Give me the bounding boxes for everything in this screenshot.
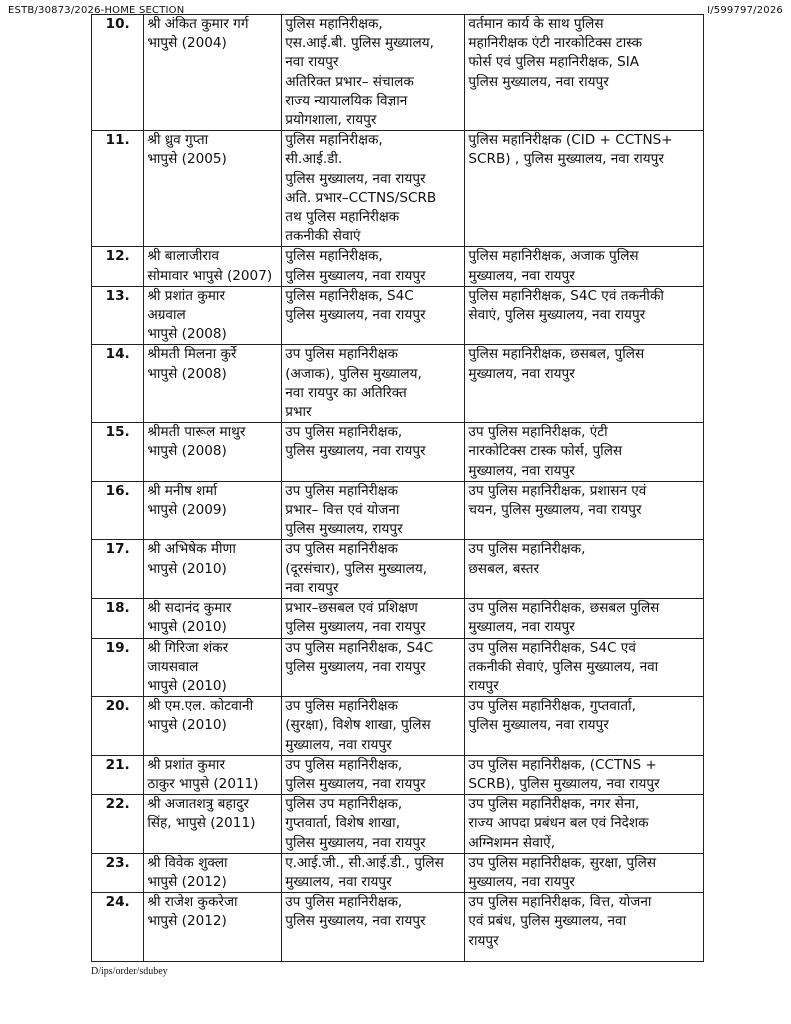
current-posting: ए.आई.जी., सी.आई.डी., पुलिस मुख्यालय, नवा रायपुर <box>282 853 465 892</box>
current-posting: प्रभार–छसबल एवं प्रशिक्षण पुलिस मुख्यालय, नवा रायपुर <box>282 599 465 638</box>
table-row <box>92 481 704 540</box>
officer-name: श्रीमती पारूल माथुर भापुसे (2008) <box>144 423 282 482</box>
current-posting: पुलिस महानिरीक्षक, पुलिस मुख्यालय, नवा रायपुर <box>282 247 465 286</box>
posting-table-body <box>92 15 704 962</box>
table-row <box>92 638 704 697</box>
document-number: I/599797/2026 <box>707 5 783 16</box>
new-posting: उप पुलिस महानिरीक्षक, एंटी नारकोटिक्स टास्क फोर्स, पुलिस मुख्यालय, नवा रायपुर <box>465 423 704 482</box>
serial-number: 13. <box>92 286 144 345</box>
current-posting: उप पुलिस महानिरीक्षक, पुलिस मुख्यालय, नवा रायपुर <box>282 893 465 962</box>
serial-number: 24. <box>92 893 144 962</box>
new-posting: वर्तमान कार्य के साथ पुलिस महानिरीक्षक एंटी नारकोटिक्स टास्क फोर्स एवं पुलिस महानिरीक्षक, SIA पुलिस मुख्यालय, नवा रायपुर <box>465 15 704 131</box>
current-posting: पुलिस महानिरीक्षक, S4C पुलिस मुख्यालय, नवा रायपुर <box>282 286 465 345</box>
table-row <box>92 795 704 854</box>
officer-name: श्री बालाजीराव सोमावार भापुसे (2007) <box>144 247 282 286</box>
current-posting: पुलिस उप महानिरीक्षक, गुप्तवार्ता, विशेष शाखा, पुलिस मुख्यालय, नवा रायपुर <box>282 795 465 854</box>
new-posting: पुलिस महानिरीक्षक, S4C एवं तकनीकी सेवाएं, पुलिस मुख्यालय, नवा रायपुर <box>465 286 704 345</box>
file-reference: ESTB/30873/2026-HOME SECTION <box>8 5 185 16</box>
table-row <box>92 853 704 892</box>
officer-name: श्री ध्रुव गुप्ता भापुसे (2005) <box>144 131 282 247</box>
new-posting: उप पुलिस महानिरीक्षक, S4C एवं तकनीकी सेवाएं, पुलिस मुख्यालय, नवा रायपुर <box>465 638 704 697</box>
serial-number: 10. <box>92 15 144 131</box>
officer-name: श्री प्रशांत कुमार ठाकुर भापुसे (2011) <box>144 755 282 794</box>
serial-number: 18. <box>92 599 144 638</box>
new-posting: पुलिस महानिरीक्षक (CID + CCTNS+ SCRB) , पुलिस मुख्यालय, नवा रायपुर <box>465 131 704 247</box>
table-row <box>92 755 704 794</box>
serial-number: 23. <box>92 853 144 892</box>
table-row <box>92 15 704 131</box>
officer-name: श्री राजेश कुकरेजा भापुसे (2012) <box>144 893 282 962</box>
current-posting: उप पुलिस महानिरीक्षक (अजाक), पुलिस मुख्यालय, नवा रायपुर का अतिरिक्त प्रभार <box>282 345 465 423</box>
table-row <box>92 540 704 599</box>
officer-name: श्री सदानंद कुमार भापुसे (2010) <box>144 599 282 638</box>
serial-number: 21. <box>92 755 144 794</box>
serial-number: 20. <box>92 697 144 756</box>
new-posting: पुलिस महानिरीक्षक, छसबल, पुलिस मुख्यालय, नवा रायपुर <box>465 345 704 423</box>
current-posting: उप पुलिस महानिरीक्षक (दूरसंचार), पुलिस मुख्यालय, नवा रायपुर <box>282 540 465 599</box>
table-row <box>92 697 704 756</box>
serial-number: 15. <box>92 423 144 482</box>
new-posting: उप पुलिस महानिरीक्षक, छसबल पुलिस मुख्यालय, नवा रायपुर <box>465 599 704 638</box>
new-posting: उप पुलिस महानिरीक्षक, गुप्तवार्ता, पुलिस मुख्यालय, नवा रायपुर <box>465 697 704 756</box>
current-posting: उप पुलिस महानिरीक्षक, पुलिस मुख्यालय, नवा रायपुर <box>282 755 465 794</box>
officer-name: श्री एम.एल. कोटवानी भापुसे (2010) <box>144 697 282 756</box>
current-posting: उप पुलिस महानिरीक्षक, पुलिस मुख्यालय, नवा रायपुर <box>282 423 465 482</box>
table-row <box>92 247 704 286</box>
new-posting: उप पुलिस महानिरीक्षक, वित्त, योजना एवं प्रबंध, पुलिस मुख्यालय, नवा रायपुर <box>465 893 704 962</box>
table-row <box>92 893 704 962</box>
officer-name: श्री अभिषेक मीणा भापुसे (2010) <box>144 540 282 599</box>
table-row <box>92 423 704 482</box>
serial-number: 17. <box>92 540 144 599</box>
table-row <box>92 131 704 247</box>
current-posting: पुलिस महानिरीक्षक, सी.आई.डी. पुलिस मुख्यालय, नवा रायपुर अति. प्रभार–CCTNS/SCRB तथ पुलिस महानिरीक्षक तकनीकी सेवाएं <box>282 131 465 247</box>
officer-name: श्री गिरिजा शंकर जायसवाल भापुसे (2010) <box>144 638 282 697</box>
footer-path: D/ips/order/sdubey <box>91 966 168 977</box>
current-posting: पुलिस महानिरीक्षक, एस.आई.बी. पुलिस मुख्यालय, नवा रायपुर अतिरिक्त प्रभार– संचालक राज्य न्यायालयिक विज्ञान प्रयोगशाला, रायपुर <box>282 15 465 131</box>
posting-table <box>91 14 704 962</box>
table-row <box>92 286 704 345</box>
new-posting: उप पुलिस महानिरीक्षक, छसबल, बस्तर <box>465 540 704 599</box>
serial-number: 16. <box>92 481 144 540</box>
serial-number: 19. <box>92 638 144 697</box>
officer-name: श्री अंकित कुमार गर्ग भापुसे (2004) <box>144 15 282 131</box>
table-row <box>92 345 704 423</box>
officer-name: श्री प्रशांत कुमार अग्रवाल भापुसे (2008) <box>144 286 282 345</box>
new-posting: उप पुलिस महानिरीक्षक, प्रशासन एवं चयन, पुलिस मुख्यालय, नवा रायपुर <box>465 481 704 540</box>
current-posting: उप पुलिस महानिरीक्षक प्रभार– वित्त एवं योजना पुलिस मुख्यालय, रायपुर <box>282 481 465 540</box>
new-posting: उप पुलिस महानिरीक्षक, नगर सेना, राज्य आपदा प्रबंधन बल एवं निदेशक अग्निशमन सेवाऐं, <box>465 795 704 854</box>
new-posting: उप पुलिस महानिरीक्षक, (CCTNS + SCRB), पुलिस मुख्यालय, नवा रायपुर <box>465 755 704 794</box>
current-posting: उप पुलिस महानिरीक्षक (सुरक्षा), विशेष शाखा, पुलिस मुख्यालय, नवा रायपुर <box>282 697 465 756</box>
current-posting: उप पुलिस महानिरीक्षक, S4C पुलिस मुख्यालय, नवा रायपुर <box>282 638 465 697</box>
serial-number: 14. <box>92 345 144 423</box>
serial-number: 22. <box>92 795 144 854</box>
officer-name: श्री विवेक शुक्ला भापुसे (2012) <box>144 853 282 892</box>
table-row <box>92 599 704 638</box>
new-posting: उप पुलिस महानिरीक्षक, सुरक्षा, पुलिस मुख्यालय, नवा रायपुर <box>465 853 704 892</box>
officer-name: श्रीमती मिलना कुर्रे भापुसे (2008) <box>144 345 282 423</box>
new-posting: पुलिस महानिरीक्षक, अजाक पुलिस मुख्यालय, नवा रायपुर <box>465 247 704 286</box>
officer-name: श्री अजातशत्रु बहादुर सिंह, भापुसे (2011) <box>144 795 282 854</box>
serial-number: 11. <box>92 131 144 247</box>
serial-number: 12. <box>92 247 144 286</box>
officer-name: श्री मनीष शर्मा भापुसे (2009) <box>144 481 282 540</box>
